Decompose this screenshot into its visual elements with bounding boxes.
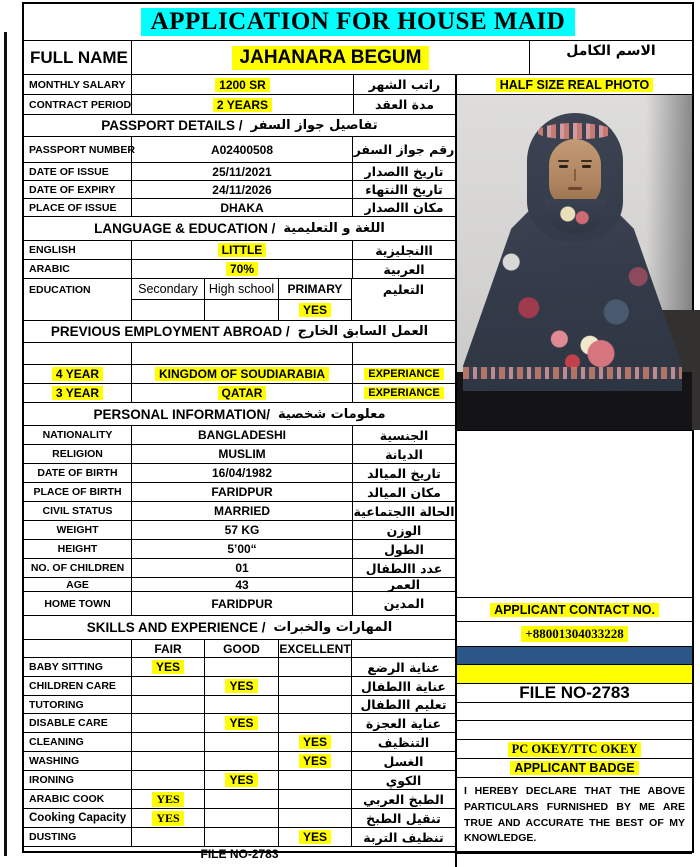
passport-header-en: PASSPORT DETAILS / (101, 118, 243, 133)
employment-country-2: QATAR (132, 384, 353, 402)
children-value: 01 (132, 559, 353, 577)
employment-note-1: EXPERIANCE (353, 365, 455, 383)
date-of-birth-label: DATE OF BIRTH (24, 464, 132, 482)
language-section-header (24, 217, 455, 241)
skills-section-header (24, 616, 455, 640)
weight-value: 57 KG (132, 521, 353, 539)
personal-section-header (24, 403, 455, 426)
badge-row (457, 759, 692, 778)
place-of-birth-label: PLACE OF BIRTH (24, 483, 132, 501)
arabic-cell (132, 260, 353, 278)
english-row (24, 241, 455, 260)
place-of-issue-value: DHAKA (132, 199, 353, 216)
skills-col-good: GOOD (205, 640, 279, 657)
skill-row-cooking-capacity: Cooking Capacity YES تنقيل الطبخ (24, 809, 455, 828)
monthly-salary-cell (132, 75, 354, 94)
date-of-issue-label: DATE OF ISSUE (24, 163, 132, 180)
passport-number-label: PASSPORT NUMBER (24, 137, 132, 162)
contract-period-value: 2 YEARS (213, 98, 272, 112)
contact-label-row (457, 598, 692, 622)
passport-number-arabic: رقم جواز السفر (353, 142, 455, 157)
place-of-birth-value: FARIDPUR (132, 483, 353, 501)
employment-row-1 (24, 365, 455, 384)
education-arabic-spacer (352, 300, 455, 320)
religion-value: MUSLIM (132, 445, 353, 463)
children-arabic: عدد االطفال (365, 560, 443, 576)
employment-section-header (24, 321, 455, 343)
place-of-issue-label: PLACE OF ISSUE (24, 199, 132, 216)
civil-status-row (24, 502, 455, 521)
home-town-arabic: المدين (383, 596, 425, 611)
monthly-salary-value: 1200 SR (215, 78, 270, 92)
date-of-issue-value: 25/11/2021 (132, 163, 353, 180)
file-no: FILE NO-2783 (519, 683, 630, 702)
children-row (24, 559, 455, 578)
arabic-value: 70% (226, 262, 258, 276)
personal-header-en: PERSONAL INFORMATION/ (93, 406, 270, 422)
right-blank-area (457, 431, 692, 598)
nationality-arabic: الجنسية (379, 427, 429, 443)
skill-row-cleaning: CLEANING YES التنظيف (24, 733, 455, 752)
education-label-spacer (24, 300, 132, 320)
right-column (457, 75, 692, 867)
right-empty-row-2 (457, 721, 692, 740)
arabic-arabic: العربية (383, 261, 425, 277)
date-of-birth-row (24, 464, 455, 483)
civil-status-value: MARRIED (132, 502, 353, 520)
pc-okey: PC OKEY/TTC OKEY (508, 742, 642, 757)
date-of-birth-value: 16/04/1982 (132, 464, 353, 482)
passport-number-value: A02400508 (132, 137, 353, 162)
nationality-value: BANGLADESHI (132, 426, 353, 444)
english-label: ENGLISH (24, 241, 132, 259)
children-label: NO. OF CHILDREN (24, 559, 132, 577)
nationality-label: NATIONALITY (24, 426, 132, 444)
title-bar (24, 4, 692, 40)
employment-header-en: PREVIOUS EMPLOYMENT ABROAD / (50, 324, 290, 339)
form-body (24, 75, 692, 867)
employment-header-ar: العمل السابق الخارج (297, 324, 429, 339)
skill-row-arabic-cook: ARABIC COOK YES الطبخ العربي (24, 790, 455, 809)
footer-partial-text: FILE NO-2783 (200, 847, 279, 861)
education-primary-answer: YES (279, 300, 352, 320)
passport-section-header (24, 115, 455, 137)
photo-caption-row (457, 75, 692, 95)
education-option-highschool: High school (205, 279, 279, 300)
place-of-issue-row (24, 199, 455, 217)
education-secondary-answer (132, 300, 205, 320)
employment-note-2: EXPERIANCE (353, 384, 455, 402)
skills-col-fair: FAIR (132, 640, 205, 657)
photo-hijab-band (538, 123, 612, 139)
file-no-row (457, 684, 692, 703)
declaration-row (457, 778, 692, 854)
height-arabic: الطول (384, 541, 424, 557)
skill-row-ironing: IRONING YES الكوي (24, 771, 455, 790)
height-row (24, 540, 455, 559)
civil-status-arabic: الحالة االجتماعية (353, 503, 455, 519)
age-arabic: العمر (387, 577, 421, 592)
skills-header-ar: المهارات والخبرات (273, 620, 393, 635)
nationality-row (24, 426, 455, 445)
education-arabic: التعليم (382, 282, 425, 297)
contract-period-arabic: مدة العقد (375, 97, 434, 112)
photo-caption: HALF SIZE REAL PHOTO (496, 78, 654, 92)
religion-label: RELIGION (24, 445, 132, 463)
education-label: EDUCATION (24, 279, 132, 300)
english-cell (132, 241, 353, 259)
contract-period-label: CONTRACT PERIOD (24, 95, 132, 114)
age-value: 43 (132, 578, 353, 591)
place-of-birth-row (24, 483, 455, 502)
scan-edge-artifact (4, 32, 7, 856)
date-of-birth-arabic: تاريخ الميالد (367, 465, 441, 481)
age-label: AGE (24, 578, 132, 591)
passport-number-row (24, 137, 455, 163)
education-row-2 (24, 300, 455, 321)
full-name-value: JAHANARA BEGUM (232, 46, 430, 70)
full-name-arabic: الاسم الكامل (566, 43, 656, 59)
education-option-secondary: Secondary (132, 279, 205, 300)
date-of-expiry-row (24, 181, 455, 199)
monthly-salary-label: MONTHLY SALARY (24, 75, 132, 94)
height-label: HEIGHT (24, 540, 132, 558)
photo-face (549, 139, 601, 207)
skill-row-children-care: CHILDREN CARE YES عناية االطفال (24, 677, 455, 696)
contact-number: +88001304033228 (521, 626, 627, 642)
employment-country-1: KINGDOM OF SOUDIARABIA (132, 365, 353, 383)
skill-row-washing: WASHING YES الغسل (24, 752, 455, 771)
applicant-photo (457, 95, 692, 431)
date-of-expiry-label: DATE OF EXPIRY (24, 181, 132, 198)
skills-col-excellent: EXCELLENT (279, 641, 351, 656)
weight-row (24, 521, 455, 540)
home-town-value: FARIDPUR (132, 592, 353, 615)
contract-period-cell (132, 95, 354, 114)
weight-arabic: الوزن (386, 522, 422, 538)
photo-shawl-hem (463, 367, 682, 379)
blue-divider-bar (457, 647, 692, 665)
date-of-expiry-value: 24/11/2026 (132, 181, 353, 198)
contact-number-row (457, 622, 692, 647)
weight-label: WEIGHT (24, 521, 132, 539)
language-header-en: LANGUAGE & EDUCATION / (94, 221, 276, 236)
skill-row-dusting: DUSTING YES تنظيف التربة (24, 828, 455, 847)
employment-years-2: 3 YEAR (24, 384, 132, 402)
date-of-issue-row (24, 163, 455, 181)
date-of-expiry-arabic: تاريخ االنتهاء (365, 182, 443, 197)
language-header-ar: اللغة و التعليمية (283, 221, 385, 236)
applicant-badge: APPLICANT BADGE (510, 761, 638, 775)
full-name-label: FULL NAME (24, 41, 132, 74)
skill-row-disable-care: DISABLE CARE YES عناية العجزة (24, 714, 455, 733)
contract-period-row (24, 95, 455, 115)
employment-empty-row (24, 343, 455, 365)
home-town-row (24, 592, 455, 616)
monthly-salary-arabic: راتب الشهر (368, 77, 441, 92)
education-highschool-answer (205, 300, 279, 320)
skill-row-tutoring: TUTORING تعليم االطفال (24, 696, 455, 714)
education-row-1 (24, 279, 455, 300)
education-option-primary: PRIMARY (279, 279, 352, 300)
left-column (24, 75, 457, 867)
religion-arabic: الديانة (385, 446, 423, 462)
right-empty-row-1 (457, 703, 692, 721)
pc-okey-row (457, 740, 692, 759)
date-of-issue-arabic: تاريخ االصدار (364, 164, 444, 179)
contact-label: APPLICANT CONTACT NO. (490, 603, 659, 617)
height-value: 5’00“ (132, 540, 353, 558)
religion-row (24, 445, 455, 464)
yellow-divider-bar (457, 665, 692, 684)
home-town-label: HOME TOWN (24, 592, 132, 615)
english-arabic: االنجليزية (375, 242, 433, 258)
place-of-issue-arabic: مكان االصدار (364, 200, 444, 215)
civil-status-label: CIVIL STATUS (24, 502, 132, 520)
full-name-row (24, 40, 692, 75)
skills-header-en: SKILLS AND EXPERIENCE / (86, 620, 266, 635)
form-outer-frame (22, 2, 694, 861)
declaration-text: I HEREBY DECLARE THAT THE ABOVE PARTICULARS FURNISHED BY ME ARE TRUE AND ACCURATE THE BEST OF MY KNOWLEDGE. (464, 785, 685, 845)
monthly-salary-row (24, 75, 455, 95)
employment-years-1: 4 YEAR (24, 365, 132, 383)
personal-header-ar: معلومات شخصية (277, 406, 386, 422)
skill-row-baby-sitting: BABY SITTING YES عناية الرضع (24, 658, 455, 677)
employment-row-2 (24, 384, 455, 403)
arabic-row (24, 260, 455, 279)
age-row (24, 578, 455, 592)
arabic-label: ARABIC (24, 260, 132, 278)
full-name-value-cell (132, 41, 530, 74)
passport-header-ar: تفاصيل جواز السفر (250, 118, 378, 133)
place-of-birth-arabic: مكان الميالد (367, 484, 441, 500)
page-title: APPLICATION FOR HOUSE MAID (141, 8, 576, 36)
skills-columns-row (24, 640, 455, 658)
english-value: LITTLE (218, 243, 267, 257)
